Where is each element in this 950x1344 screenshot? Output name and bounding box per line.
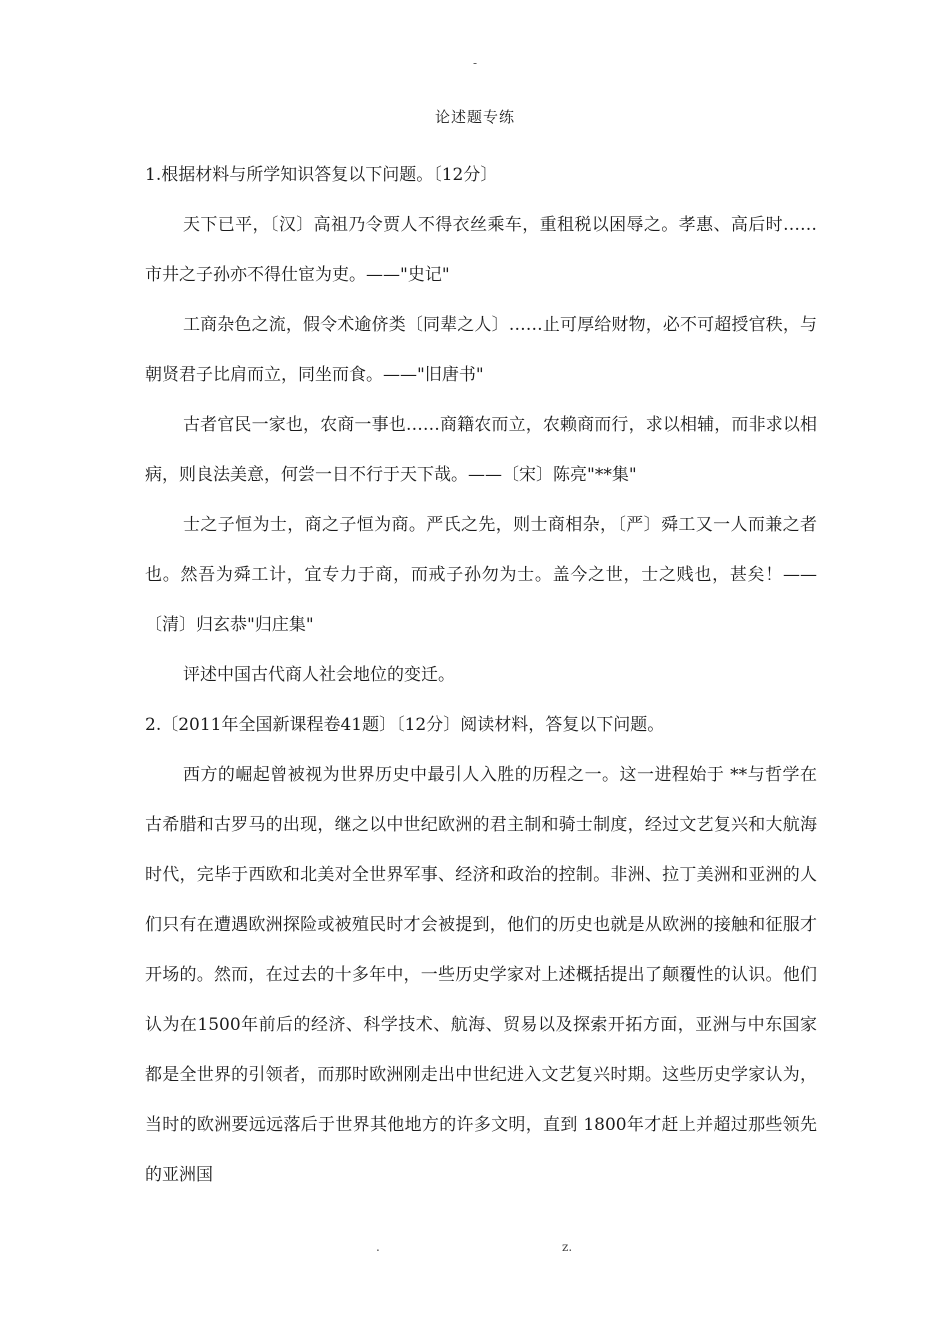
question-1-material-3: 古者官民一家也，农商一事也……商籍农而立，农赖商而行，求以相辅，而非求以相病，则良法美意，何尝一日不行于天下哉。——〔宋〕陈亮"**集"	[145, 415, 817, 485]
footer-left-mark: .	[376, 1240, 380, 1254]
question-1-material-2: 工商杂色之流，假令术逾侪类〔同辈之人〕……止可厚给财物，必不可超授官秩，与朝贤君子比肩而立，同坐而食。——"旧唐书"	[145, 315, 817, 385]
header-mark: -	[472, 56, 478, 70]
question-2-heading: 2.〔2011年全国新课程卷41题〕〔12分〕阅读材料，答复以下问题。	[145, 715, 665, 735]
question-1-material-1: 天下已平，〔汉〕高祖乃令贾人不得衣丝乘车，重租税以困辱之。孝惠、高后时……市井之子孙亦不得仕宦为吏。——"史记"	[145, 215, 817, 285]
page-title: 论述题专练	[434, 108, 515, 126]
question-1-heading: 1.根据材料与所学知识答复以下问题。〔12分〕	[145, 165, 498, 185]
question-1-material-4: 士之子恒为士，商之子恒为商。严氏之先，则士商相杂，〔严〕舜工又一人而兼之者也。然吾为舜工计，宜专力于商，而戒子孙勿为士。盖今之世，士之贱也，甚矣！——〔清〕归玄恭"归庄集"	[145, 515, 817, 635]
document-body	[145, 150, 817, 1200]
question-2-material-1: 西方的崛起曾被视为世界历史中最引人入胜的历程之一。这一进程始于 **与哲学在古希腊和古罗马的出现，继之以中世纪欧洲的君主制和骑士制度，经过文艺复兴和大航海时代，完毕于西欧和北美对全世界军事、经济和政治的控制。非洲、拉丁美洲和亚洲的人们只有在遭遇欧洲探险或被殖民时才会被提到，他们的历史也就是从欧洲的接触和征服才开场的。然而，在过去的十多年中，一些历史学家对上述概括提出了颠覆性的认识。他们认为在1500年前后的经济、科学技术、航海、贸易以及探索开拓方面，亚洲与中东国家都是全世界的引领者，而那时欧洲刚走出中世纪进入文艺复兴时期。这些历史学家认为，当时的欧洲要远远落后于世界其他地方的许多文明，直到 1800年才赶上并超过那些领先的亚洲国	[145, 765, 817, 1185]
question-1-prompt: 评述中国古代商人社会地位的变迁。	[183, 665, 455, 685]
footer-right-mark: z.	[562, 1240, 573, 1254]
